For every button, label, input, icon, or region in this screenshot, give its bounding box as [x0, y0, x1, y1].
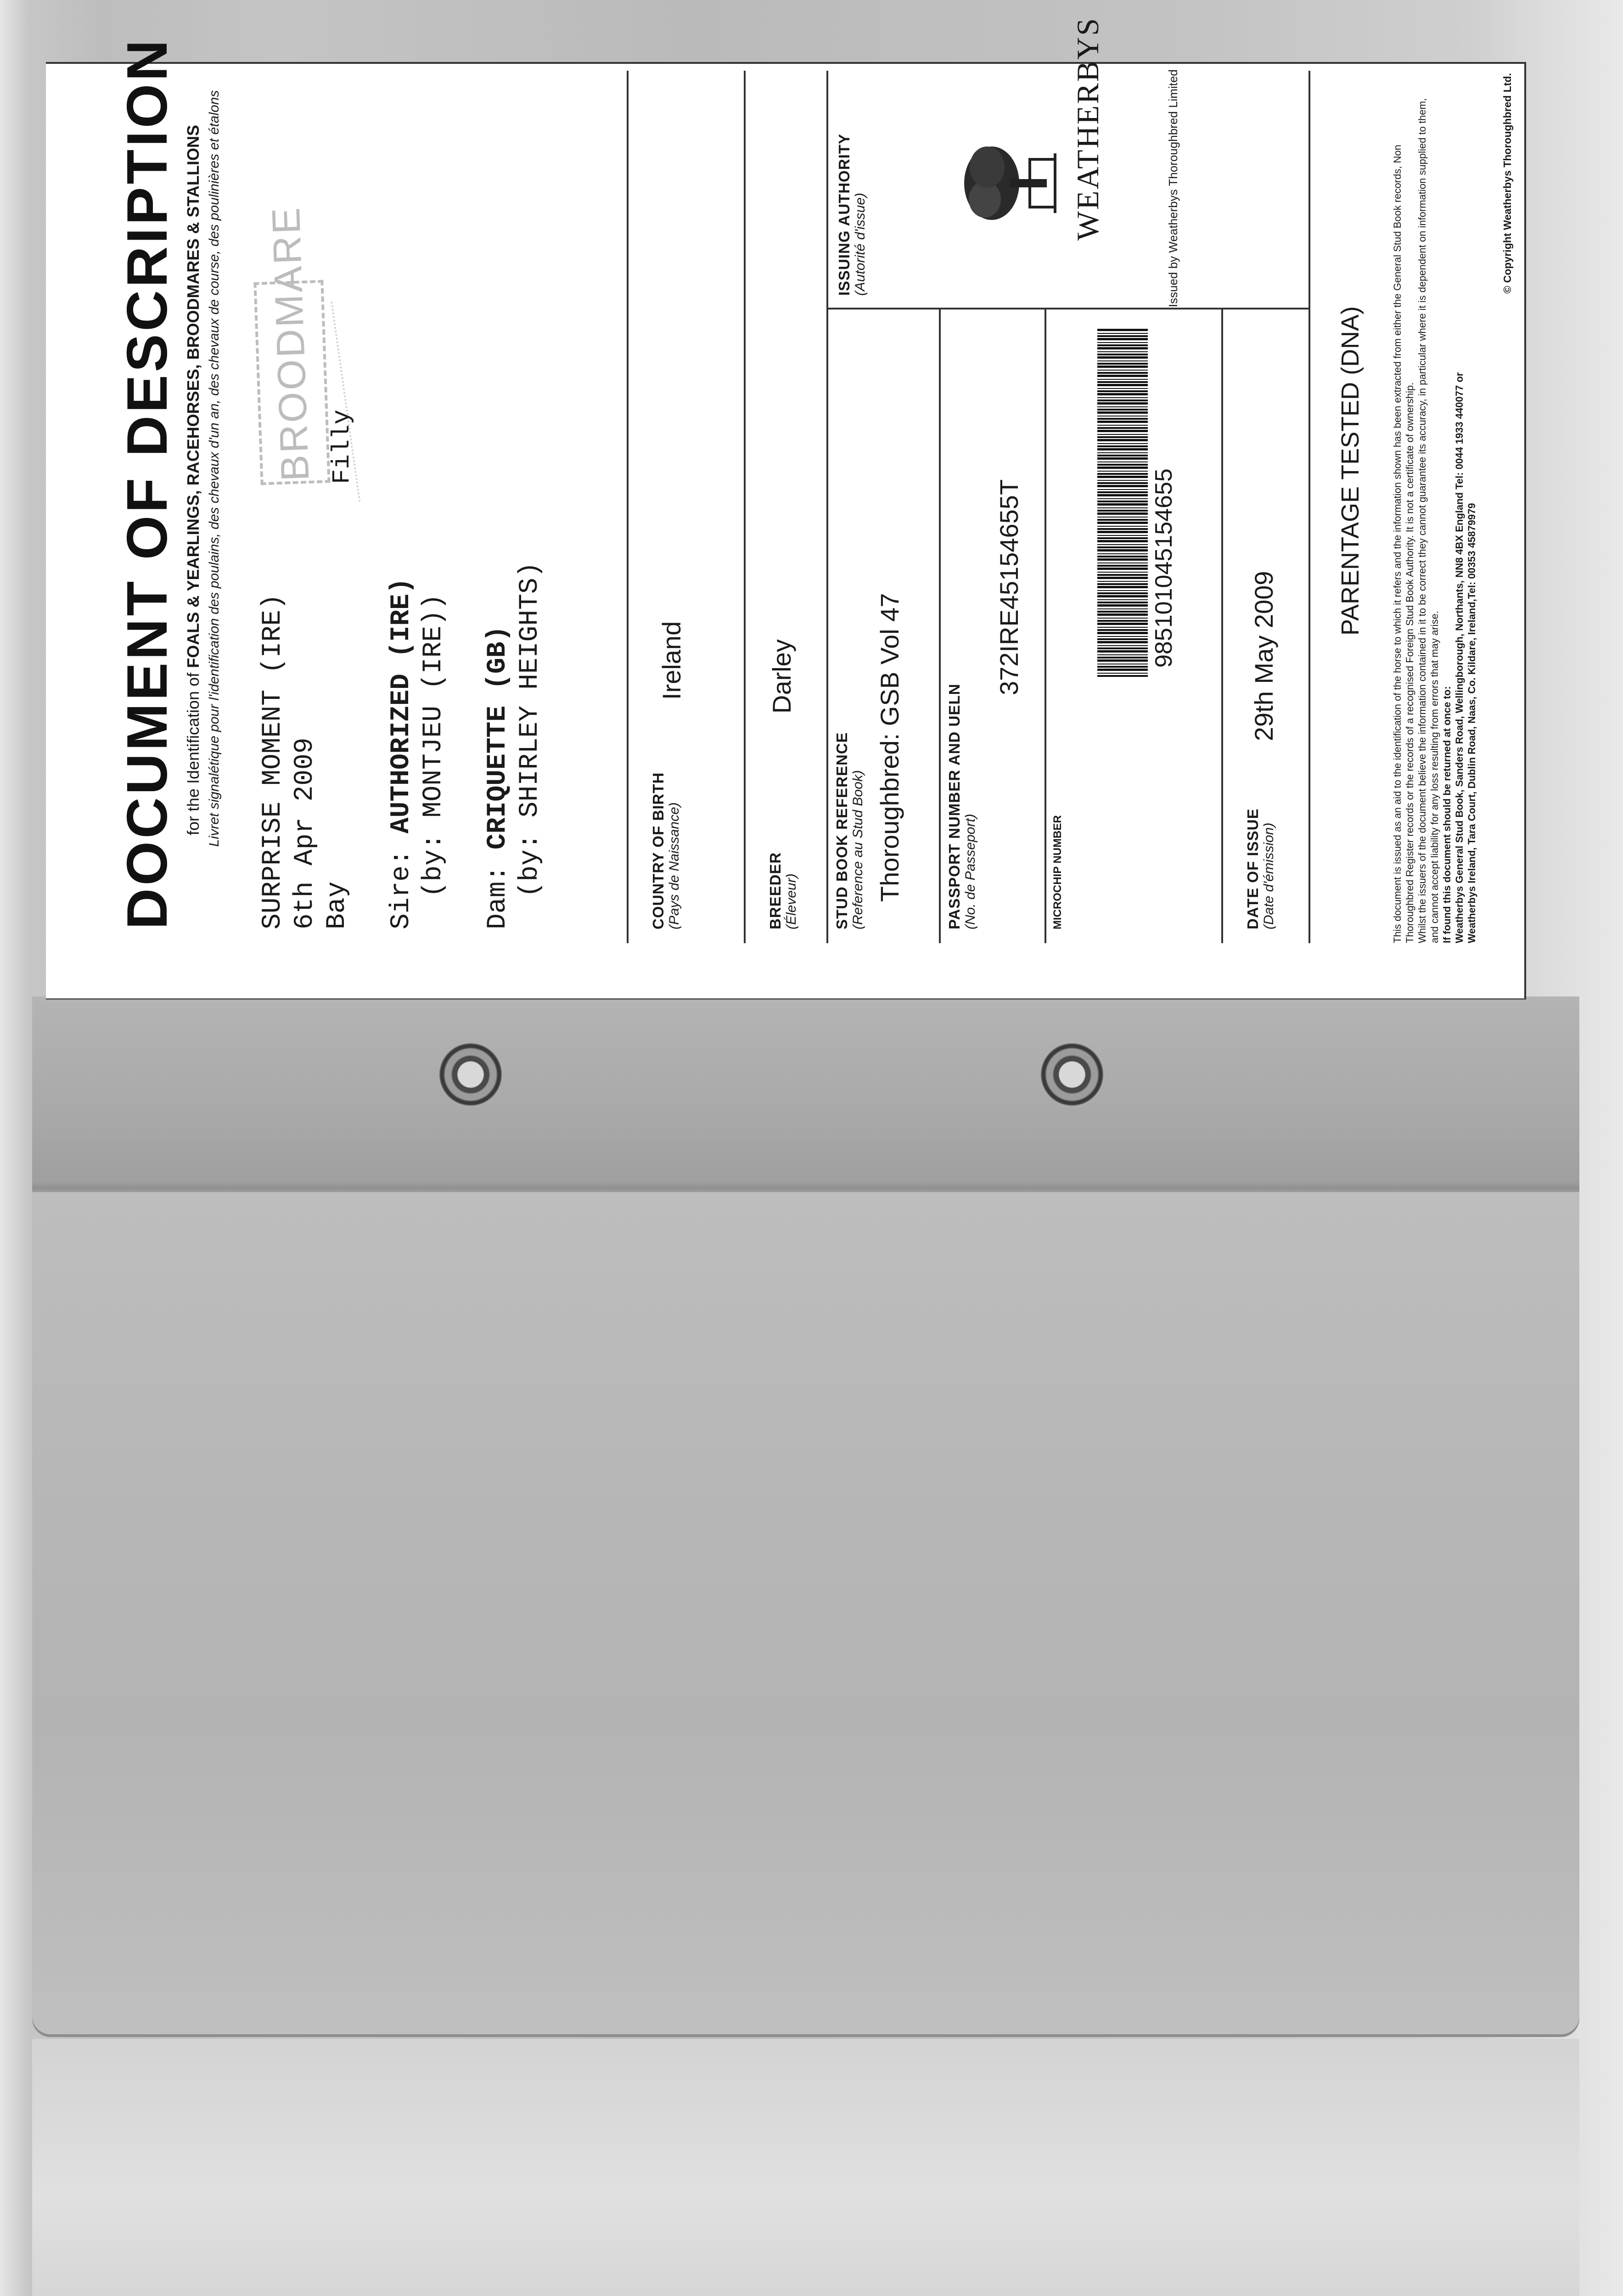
- horse-colour: Bay: [322, 881, 352, 929]
- country-label: COUNTRY OF BIRTH: [650, 772, 667, 929]
- horse-dob: 6th Apr 2009: [290, 737, 320, 929]
- dam-by: (by: SHIRLEY HEIGHTS): [515, 562, 545, 898]
- document-content: [46, 17, 1524, 998]
- horse-details: [257, 562, 546, 929]
- passport-label-french: (No. de Passeport): [963, 814, 978, 929]
- document-sheet: [46, 17, 1526, 1000]
- microchip-barcode: [1097, 328, 1148, 677]
- country-value: Ireland: [657, 621, 686, 700]
- return-address-uk: Weatherbys General Stud Book, Sanders Road, Wellingborough, Northants, NN8 4BX England Tel: 0044 1933 440077 or: [1454, 372, 1465, 943]
- sire-name: AUTHORIZED (IRE): [387, 578, 416, 834]
- divider: [627, 71, 629, 943]
- return-instruction: If found this document should be returned at once to:: [1441, 686, 1453, 943]
- document-subtitle: for the Identification of FOALS & YEARLINGS, RACEHORSES, BROODMARES & STALLIONS: [184, 125, 202, 835]
- divider: [1045, 310, 1046, 943]
- breeder-label: BREEDER: [767, 852, 784, 929]
- issue-date-label-french: (Date d'émission): [1261, 822, 1276, 929]
- breeder-label-french: (Éleveur): [784, 873, 799, 929]
- tree-icon: [960, 140, 1065, 227]
- broodmare-stamp: BROODMARE: [253, 280, 330, 485]
- studbook-label: STUD BOOK REFERENCE: [833, 732, 850, 929]
- divider: [1221, 310, 1223, 943]
- grommet-icon: [438, 1042, 503, 1107]
- dam-label: Dam:: [483, 865, 513, 929]
- return-address-ireland: Weatherbys Ireland, Tara Court, Dublin Road, Naas, Co. Kildare, Ireland,Tel: 00353 45879979: [1466, 503, 1477, 943]
- document-title: DOCUMENT OF DESCRIPTION: [116, 37, 179, 929]
- lower-paper-strip: [32, 2039, 1579, 2296]
- sire-by: (by: MONTJEU (IRE)): [419, 594, 449, 898]
- disclaimer-paragraph: Whilst the issuers of the document believe the information contained in it to be correct they cannot guarantee its accuracy, in particular where it is dependent on information supplied to them, and cannot accept liability for any loss resulting from errors that may arise.: [1416, 98, 1440, 943]
- divider: [1309, 71, 1310, 943]
- disclaimer-paragraph: This document is issued as an aid to the identification of the horse to which it refers and the information shown has been extracted from either the General Stud Book records, Non Thoroughbred Register records or the records of a recognised Foreign Stud Book Authority. It is not a certificate of ownership.: [1392, 145, 1415, 943]
- disclaimer-text: [1391, 80, 1478, 943]
- horse-sex: Filly: [328, 409, 356, 484]
- issue-date-value: 29th May 2009: [1249, 571, 1278, 741]
- microchip-label: MICROCHIP NUMBER: [1051, 815, 1064, 929]
- breeder-value: Darley: [767, 639, 796, 714]
- microchip-value: 985101045154655: [1151, 468, 1177, 668]
- sire-label: Sire:: [387, 849, 416, 929]
- divider: [826, 71, 828, 943]
- grommet-icon: [1040, 1042, 1104, 1107]
- copyright-notice: © Copyright Weatherbys Thoroughbred Ltd.: [1501, 73, 1513, 294]
- passport-label: PASSPORT NUMBER AND UELN: [946, 683, 963, 929]
- parentage-tested: PARENTAGE TESTED (DNA): [1337, 306, 1364, 636]
- country-label-french: (Pays de Naissance): [667, 802, 682, 929]
- divider: [939, 310, 941, 943]
- studbook-value: Thoroughbred: GSB Vol 47: [875, 593, 904, 902]
- dam-name: CRIQUETTE (GB): [483, 625, 513, 850]
- horse-name: SURPRISE MOMENT (IRE): [258, 594, 288, 929]
- issued-by-text: Issued by Weatherbys Thoroughbred Limited: [1166, 69, 1180, 307]
- document-subtitle-french: Livret signalétique pour l'identification des poulains, des chevaux d'un an, des chevaux de course, des poulinières et étalons: [207, 90, 222, 847]
- folder-fold-band: [32, 996, 1579, 1192]
- divider: [744, 71, 746, 943]
- authority-label-french: (Autorité d'issue): [853, 192, 868, 296]
- passport-value: 372IRE45154655T: [994, 479, 1023, 695]
- weatherbys-wordmark: WEATHERBYS: [1070, 17, 1105, 241]
- studbook-label-french: (Reference au Stud Book): [850, 770, 865, 929]
- authority-label: ISSUING AUTHORITY: [836, 133, 853, 296]
- issue-date-label: DATE OF ISSUE: [1244, 808, 1261, 929]
